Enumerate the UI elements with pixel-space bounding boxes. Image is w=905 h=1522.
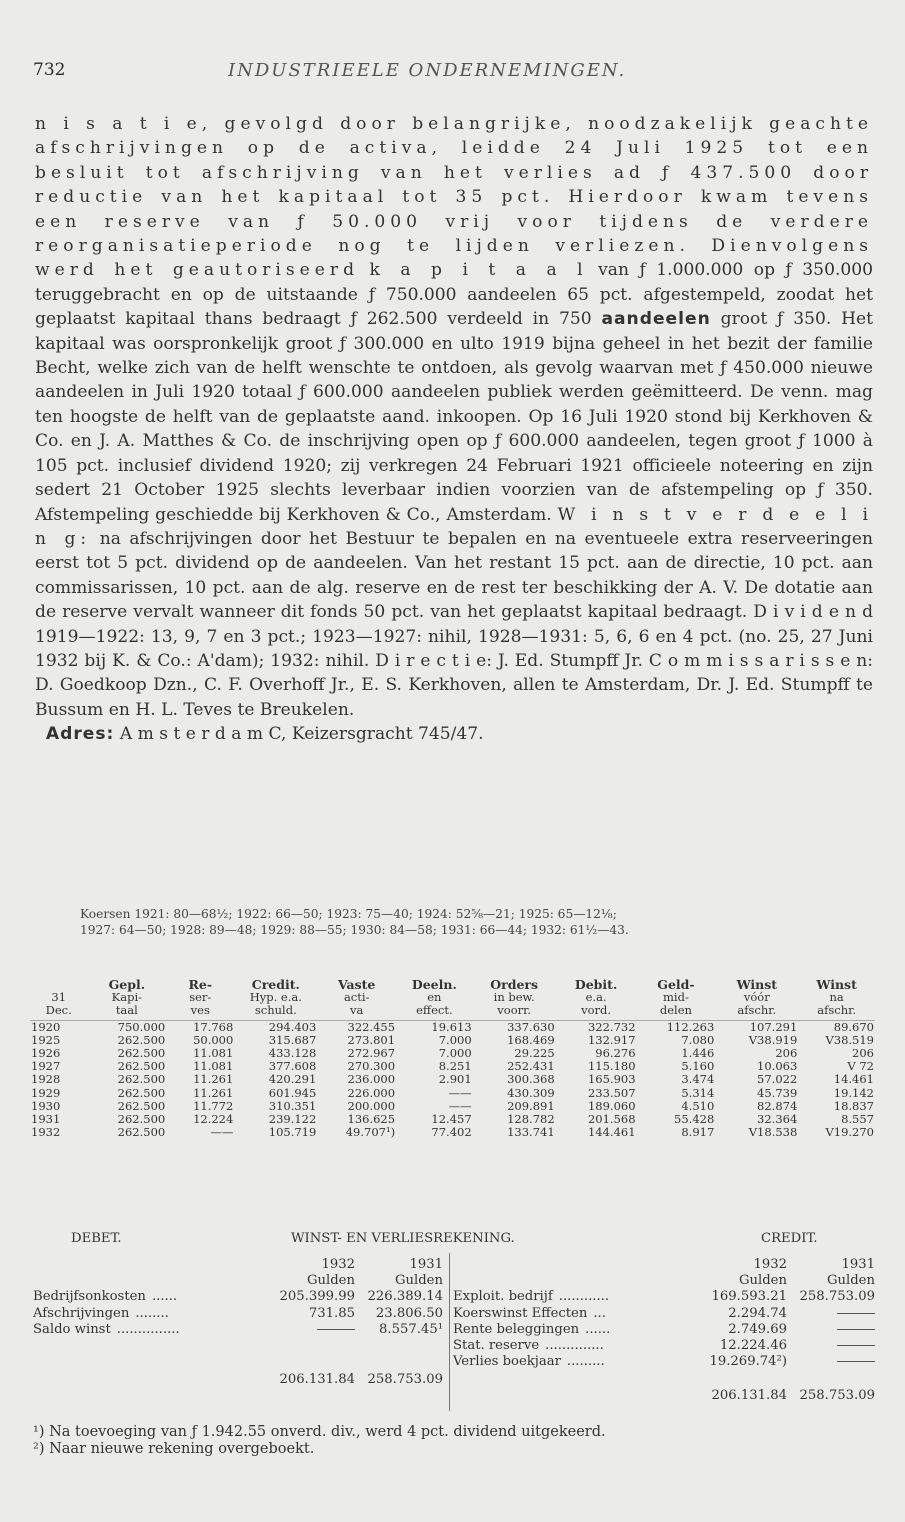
- fin-value-cell: 300.368: [507, 1072, 555, 1087]
- credit-year-1931: 1931: [841, 1257, 875, 1272]
- fin-value-cell: 322.732: [587, 1019, 636, 1034]
- fin-value-cell: 19.142: [833, 1085, 874, 1100]
- debet-total-1932: 206.131.84: [279, 1372, 355, 1388]
- credit-label: Rente beleggingen: [453, 1321, 580, 1337]
- credit-total-1931: 258.753.09: [799, 1388, 875, 1404]
- debet-amount: 226.389.14: [367, 1289, 443, 1305]
- fin-header-cell: e.a.: [585, 990, 607, 1005]
- fin-value-cell: 206: [852, 1046, 874, 1061]
- column-divider: [449, 1253, 450, 1411]
- fin-header-cell: 31: [51, 990, 67, 1005]
- page-number: 732: [33, 60, 66, 80]
- kapitaal-heading: k a p i t a a l: [369, 260, 588, 281]
- fin-header-cell: Kapi-: [111, 990, 143, 1005]
- fin-header-cell: ves: [190, 1003, 210, 1018]
- credit-row: [453, 1289, 875, 1305]
- fin-value-cell: 294.403: [268, 1019, 317, 1034]
- page-header: [33, 60, 873, 88]
- fin-value-cell: 29.225: [514, 1046, 555, 1061]
- fin-value-cell: V38.519: [825, 1032, 874, 1047]
- credit-amount: [787, 1338, 875, 1354]
- fin-value-cell: ——: [210, 1125, 234, 1140]
- footnote-2-text: Naar nieuwe rekening overgeboekt.: [49, 1441, 315, 1457]
- debet-leader-dots: ...............: [116, 1321, 180, 1337]
- credit-label: Koerswinst Effecten: [453, 1305, 588, 1321]
- fin-table-row: [30, 1073, 875, 1086]
- fin-value-cell: 201.568: [587, 1112, 636, 1127]
- financial-table: [30, 978, 875, 1139]
- credit-label: Exploit. bedrijf: [453, 1289, 553, 1305]
- debet-row: [33, 1289, 443, 1305]
- fin-header-cell: Winst: [736, 977, 778, 992]
- fin-year-cell: 1930: [31, 1098, 61, 1113]
- fin-value-cell: 89.670: [833, 1019, 874, 1034]
- footnote-1-mark: ¹): [33, 1424, 45, 1440]
- credit-amount: 169.593.21: [711, 1289, 787, 1305]
- credit-heading: CREDIT.: [761, 1231, 818, 1246]
- debet-leader-dots: ........: [135, 1305, 169, 1321]
- fin-value-cell: 337.630: [507, 1019, 555, 1034]
- fin-value-cell: 18.837: [833, 1098, 874, 1113]
- fin-header-cell: delen: [659, 1003, 692, 1018]
- fin-value-cell: 11.261: [193, 1072, 234, 1087]
- dividend-heading: D i v i d e n d: [753, 602, 874, 623]
- debet-label: Afschrijvingen: [33, 1305, 130, 1321]
- fin-value-cell: 5.314: [681, 1085, 715, 1100]
- fin-year-cell: 1931: [31, 1112, 61, 1127]
- fin-value-cell: 252.431: [507, 1059, 555, 1074]
- debet-label: Saldo winst: [33, 1321, 111, 1337]
- credit-leader-dots: ......: [585, 1321, 611, 1337]
- fin-value-cell: 236.000: [347, 1072, 396, 1087]
- credit-amount: 12.224.46: [719, 1338, 787, 1354]
- credit-label: Verlies boekjaar: [453, 1354, 561, 1370]
- fin-value-cell: V19.270: [825, 1125, 874, 1140]
- credit-amount: 258.753.09: [799, 1289, 875, 1305]
- debet-amount: [267, 1322, 355, 1338]
- fin-value-cell: 17.768: [193, 1019, 234, 1034]
- fin-header-cell: Re-: [188, 977, 213, 992]
- adres-label: Adres:: [45, 724, 115, 745]
- fin-value-cell: 239.122: [268, 1112, 317, 1127]
- fin-value-cell: 273.801: [347, 1032, 396, 1047]
- fin-header-cell: effect.: [416, 1003, 453, 1018]
- credit-side: [453, 1257, 875, 1405]
- debet-amount: 8.557.45¹: [378, 1321, 443, 1337]
- empty-dash: [837, 1329, 875, 1330]
- fin-value-cell: 5.160: [681, 1059, 715, 1074]
- fin-value-cell: 8.251: [438, 1059, 472, 1074]
- fin-value-cell: 165.903: [587, 1072, 636, 1087]
- fin-header-cell: schuld.: [254, 1003, 297, 1018]
- fin-value-cell: 7.000: [438, 1032, 472, 1047]
- fin-value-cell: 272.967: [347, 1046, 396, 1061]
- fin-value-cell: 433.128: [268, 1046, 317, 1061]
- fin-value-cell: 189.060: [587, 1098, 636, 1113]
- text-p6: J. Ed. Stumpff Jr.: [497, 650, 643, 671]
- debet-side: [33, 1257, 443, 1388]
- debet-unit-2: Gulden: [395, 1273, 443, 1289]
- fin-value-cell: 12.224: [193, 1112, 234, 1127]
- fin-value-cell: 262.500: [117, 1032, 166, 1047]
- fin-value-cell: V 72: [847, 1059, 874, 1074]
- debet-label-cell: [33, 1306, 267, 1322]
- fin-header-cell: vord.: [581, 1003, 612, 1018]
- fin-value-cell: 14.461: [833, 1072, 874, 1087]
- fin-value-cell: 45.739: [757, 1085, 798, 1100]
- fin-value-cell: 11.081: [193, 1059, 234, 1074]
- fin-value-cell: 11.261: [193, 1085, 234, 1100]
- footnote-1-text: Na toevoeging van ƒ 1.942.55 onverd. div., werd 4 pct. dividend uitgekeerd.: [49, 1424, 606, 1440]
- fin-value-cell: 57.022: [757, 1072, 798, 1087]
- fin-value-cell: 105.719: [268, 1125, 317, 1140]
- fin-table-row: [30, 1126, 875, 1139]
- aandeelen-heading: aandeelen: [601, 309, 711, 330]
- adres-city: A m s t e r d a m: [119, 724, 264, 745]
- fin-value-cell: 11.772: [193, 1098, 234, 1113]
- credit-leader-dots: ...: [593, 1305, 606, 1321]
- fin-value-cell: 262.500: [117, 1059, 166, 1074]
- directie-heading: D i r e c t i e:: [375, 650, 492, 671]
- fin-value-cell: 310.351: [268, 1098, 317, 1113]
- credit-label: Stat. reserve: [453, 1338, 540, 1354]
- fin-value-cell: 377.608: [268, 1059, 317, 1074]
- winstverdeeling-heading: W i n s t v e r d e e l i n g:: [35, 504, 873, 549]
- fin-value-cell: 209.891: [507, 1098, 555, 1113]
- fin-header-cell: mid-: [663, 990, 689, 1005]
- fin-value-cell: 270.300: [347, 1059, 396, 1074]
- fin-header-cell: voorr.: [497, 1003, 532, 1018]
- debet-year-1932: 1932: [321, 1257, 355, 1272]
- fin-header-cell: Orders: [490, 977, 539, 992]
- debet-amount: 23.806.50: [375, 1305, 443, 1321]
- fin-value-cell: 136.625: [347, 1112, 396, 1127]
- fin-value-cell: 8.557: [841, 1112, 874, 1127]
- fin-value-cell: 2.901: [438, 1072, 472, 1087]
- fin-header-cell: Geld-: [657, 977, 695, 992]
- fin-value-cell: 206: [775, 1046, 798, 1061]
- fin-year-cell: 1928: [31, 1072, 61, 1087]
- fin-value-cell: 262.500: [117, 1046, 166, 1061]
- fin-value-cell: 262.500: [117, 1112, 166, 1127]
- credit-row: [453, 1354, 875, 1370]
- text-p2: van ƒ 1.000.000 op ƒ 350.000 teruggebracht en op de uitstaande ƒ 750.000 aandeelen 65 pct. afgestempeld, zoodat het geplaatst kapitaal thans bedraagt ƒ 262.500 verdeeld in 750: [35, 260, 873, 330]
- footnote-2-mark: ²): [33, 1441, 45, 1457]
- debet-label: Bedrijfsonkosten: [33, 1289, 146, 1305]
- credit-leader-dots: ..............: [545, 1338, 604, 1354]
- fin-header-cell: Vaste: [337, 977, 376, 992]
- debet-row: [33, 1306, 443, 1322]
- fin-value-cell: 3.474: [681, 1072, 715, 1087]
- empty-dash: [317, 1329, 355, 1330]
- credit-amount: [787, 1354, 875, 1370]
- fin-table-row: [30, 1087, 875, 1100]
- fin-header-row: [30, 1004, 875, 1020]
- fin-value-cell: 19.613: [431, 1019, 472, 1034]
- fin-value-cell: 32.364: [757, 1112, 798, 1127]
- fin-value-cell: 10.063: [757, 1059, 798, 1074]
- fin-header-cell: vóór: [743, 990, 770, 1005]
- credit-label-cell: [453, 1322, 699, 1338]
- credit-year-1932: 1932: [753, 1257, 787, 1272]
- fin-value-cell: 11.081: [193, 1046, 234, 1061]
- winst-verliesrekening: [33, 1231, 875, 1411]
- footnote-2: [33, 1441, 878, 1458]
- footnotes: [33, 1424, 878, 1458]
- fin-value-cell: 601.945: [268, 1085, 317, 1100]
- fin-header-cell: afschr.: [817, 1003, 857, 1018]
- empty-dash: [837, 1313, 875, 1314]
- fin-value-cell: 233.507: [587, 1085, 636, 1100]
- debet-unit-1: Gulden: [307, 1273, 355, 1289]
- fin-header-cell: Winst: [816, 977, 857, 992]
- text-p4: na afschrijvingen door het Bestuur te bepalen en na eventueele extra reserveeringen eerst tot 5 pct. dividend op de aandeelen. Van het restant 15 pct. aan de directie, 10 pct. aan commissarissen, 10 pct. aan de alg. reserve en de rest ter beschikking der A. V. De dotatie aan de reserve vervalt wanneer dit fonds 50 pct. van het geplaatst kapitaal bedraagt.: [35, 528, 873, 623]
- credit-label-cell: [453, 1289, 699, 1305]
- fin-value-cell: V38.919: [748, 1032, 798, 1047]
- fin-header-cell: Debit.: [574, 977, 618, 992]
- fin-header-cell: taal: [115, 1003, 138, 1018]
- fin-table-row: [30, 1020, 875, 1034]
- fin-value-cell: 226.000: [347, 1085, 396, 1100]
- wv-title: WINST- EN VERLIESREKENING.: [291, 1231, 515, 1246]
- credit-leader-dots: .........: [566, 1354, 605, 1370]
- credit-label-cell: [453, 1306, 699, 1322]
- debet-amount: 731.85: [308, 1305, 355, 1321]
- fin-value-cell: 12.457: [431, 1112, 472, 1127]
- credit-amount: [787, 1306, 875, 1322]
- debet-heading: DEBET.: [71, 1231, 122, 1246]
- fin-value-cell: 4.510: [681, 1098, 715, 1113]
- fin-value-cell: 315.687: [268, 1032, 317, 1047]
- commissarissen-heading: C o m m i s s a r i s s e n:: [648, 650, 874, 671]
- debet-label-cell: [33, 1289, 267, 1305]
- credit-total-1932: 206.131.84: [711, 1388, 787, 1404]
- fin-value-cell: 55.428: [674, 1112, 715, 1127]
- debet-label-cell: [33, 1322, 267, 1338]
- fin-value-cell: 107.291: [749, 1019, 798, 1034]
- debet-total-1931: 258.753.09: [367, 1372, 443, 1388]
- debet-row: [33, 1322, 443, 1338]
- fin-value-cell: 1.446: [681, 1046, 715, 1061]
- fin-value-cell: 133.741: [507, 1125, 555, 1140]
- credit-unit-2: Gulden: [827, 1273, 875, 1289]
- credit-amount: 19.269.74²): [709, 1354, 787, 1370]
- fin-header-cell: Gepl.: [108, 977, 146, 992]
- fin-value-cell: 8.917: [681, 1125, 715, 1140]
- text-p7: D. Goedkoop Dzn., C. F. Overhoff Jr., E. S. Kerkhoven, allen te Amsterdam, Dr. J. Ed. Stumpff te Bussum en H. L. Teves te Breukelen.: [35, 675, 873, 720]
- fin-value-cell: ——: [448, 1085, 472, 1100]
- text-p5: 1919—1922: 13, 9, 7 en 3 pct.; 1923—1927: nihil, 1928—1931: 5, 6, 6 en 4 pct. (no. 25, 27 Juni 1932 bij K. & Co.: A'dam); 1932: nihil.: [35, 626, 873, 671]
- credit-label-cell: [453, 1354, 699, 1370]
- fin-value-cell: 262.500: [117, 1085, 166, 1100]
- fin-value-cell: 115.180: [587, 1059, 636, 1074]
- debet-year-1931: 1931: [409, 1257, 443, 1272]
- fin-value-cell: 168.469: [507, 1032, 555, 1047]
- running-title: INDUSTRIEELE ONDERNEMINGEN.: [228, 60, 627, 81]
- adres-rest: C, Keizersgracht 745/47.: [268, 724, 484, 745]
- fin-value-cell: 132.917: [587, 1032, 636, 1047]
- fin-value-cell: 750.000: [117, 1019, 166, 1034]
- fin-value-cell: 128.782: [507, 1112, 555, 1127]
- koersen-line-1: Koersen 1921: 80—68½; 1922: 66—50; 1923: 75—40; 1924: 52⅝—21; 1925: 65—12⅛;: [80, 907, 617, 921]
- empty-dash: [837, 1345, 875, 1346]
- fin-year-cell: 1932: [31, 1125, 61, 1140]
- credit-amount: [787, 1322, 875, 1338]
- fin-header-cell: Deeln.: [411, 977, 457, 992]
- fin-year-cell: 1920: [31, 1019, 61, 1034]
- fin-header-cell: Hyp. e.a.: [249, 990, 302, 1005]
- credit-row: [453, 1306, 875, 1322]
- credit-leader-dots: ............: [558, 1289, 610, 1305]
- fin-header-cell: acti-: [343, 990, 370, 1005]
- fin-value-cell: 112.263: [666, 1019, 715, 1034]
- koersen-line-2: 1927: 64—50; 1928: 89—48; 1929: 88—55; 1930: 84—58; 1931: 66—44; 1932: 61½—43.: [80, 923, 629, 937]
- credit-row: [453, 1322, 875, 1338]
- fin-value-cell: 77.402: [431, 1125, 472, 1140]
- fin-value-cell: ——: [448, 1098, 472, 1113]
- fin-header-cell: in bew.: [493, 990, 535, 1005]
- company-description: [35, 112, 873, 747]
- koersen-block: [80, 906, 880, 938]
- fin-value-cell: 322.455: [347, 1019, 396, 1034]
- fin-value-cell: 430.309: [507, 1085, 555, 1100]
- fin-year-cell: 1929: [31, 1085, 61, 1100]
- credit-amount: 2.749.69: [728, 1321, 787, 1337]
- fin-header-cell: en: [427, 990, 442, 1005]
- fin-header-cell: Dec.: [45, 1003, 72, 1018]
- credit-amount: 2.294.74: [728, 1305, 787, 1321]
- fin-header-cell: na: [829, 990, 844, 1005]
- empty-dash: [837, 1361, 875, 1362]
- text-p3: groot ƒ 350. Het kapitaal was oorspronkelijk groot ƒ 300.000 en ulto 1919 bijna geheel in het bezit der familie Becht, welke zich van de helft wenschte te ontdoen, als gevolg waarvan met ƒ 450.000 nieuwe aandeelen in Juli 1920 totaal ƒ 600.000 aandeelen publiek werden geëmitteerd. De venn. mag ten hoogste de helft van de geplaatste aand. inkoopen. Op 16 Juli 1920 stond bij Kerkhoven & Co. en J. A. Matthes & Co. de inschrijving open op ƒ 600.000 aandeelen, tegen groot ƒ 1000 à 105 pct. inclusief dividend 1920; zij verkregen 24 Februari 1921 officieele noteering en zijn sedert 21 October 1925 slechts leverbaar indien voorzien van de afstempeling op ƒ 350. Afstempeling geschiedde bij Kerkhoven & Co., Amsterdam.: [35, 309, 873, 525]
- fin-value-cell: 420.291: [268, 1072, 317, 1087]
- debet-amount: 205.399.99: [279, 1289, 355, 1305]
- fin-header-cell: afschr.: [737, 1003, 777, 1018]
- fin-value-cell: 262.500: [117, 1098, 166, 1113]
- fin-value-cell: 50.000: [193, 1032, 234, 1047]
- fin-header-cell: ser-: [189, 990, 212, 1005]
- fin-header-cell: Credit.: [251, 977, 300, 992]
- fin-value-cell: 200.000: [347, 1098, 396, 1113]
- fin-value-cell: 262.500: [117, 1072, 166, 1087]
- credit-unit-1: Gulden: [739, 1273, 787, 1289]
- fin-year-cell: 1927: [31, 1059, 61, 1074]
- fin-value-cell: 7.000: [438, 1046, 472, 1061]
- credit-row: [453, 1338, 875, 1354]
- fin-header-cell: va: [350, 1003, 364, 1018]
- fin-value-cell: 96.276: [595, 1046, 636, 1061]
- fin-value-cell: 144.461: [587, 1125, 636, 1140]
- fin-value-cell: 49.707¹): [345, 1125, 396, 1140]
- fin-value-cell: 7.080: [681, 1032, 715, 1047]
- footnote-1: [33, 1424, 878, 1441]
- fin-value-cell: 82.874: [757, 1098, 798, 1113]
- fin-year-cell: 1926: [31, 1046, 61, 1061]
- fin-year-cell: 1925: [31, 1032, 61, 1047]
- fin-value-cell: 262.500: [117, 1125, 166, 1140]
- debet-leader-dots: ......: [151, 1289, 178, 1305]
- credit-label-cell: [453, 1338, 699, 1354]
- fin-value-cell: V18.538: [748, 1125, 798, 1140]
- text-p1: n i s a t i e, gevolgd door belangrijke, noodzakelijk geachte afschrijvingen op de activa, leidde 24 Juli 1925 tot een besluit tot afschrijving van het verlies ad ƒ 437.500 door reductie van het kapitaal tot 35 pct. Hierdoor kwam tevens een reserve van ƒ 50.000 vrij voor tijdens de verdere reorganisatieperiode nog te lijden verliezen. Dienvolgens werd het geautoriseerd: [35, 114, 873, 281]
